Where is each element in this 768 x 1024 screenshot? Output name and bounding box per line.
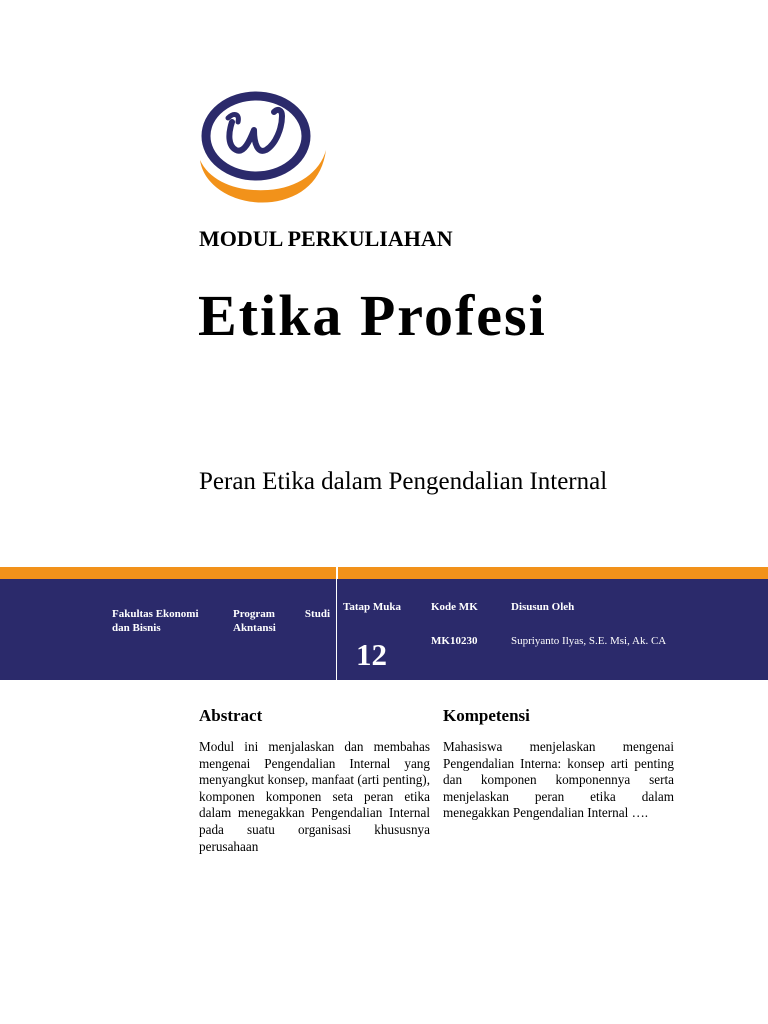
faculty-label: [112, 607, 199, 635]
kompetensi-heading: Kompetensi: [443, 706, 530, 725]
info-banner: [0, 579, 768, 680]
faculty-line-1: Fakultas Ekonomi: [112, 608, 199, 620]
kode-mk-label: Kode MK: [431, 601, 478, 613]
author-value: Supriyanto Ilyas, S.E. Msi, Ak. CA: [511, 635, 667, 647]
kode-mk-value: MK10230: [431, 635, 478, 647]
banner-stripe-split: [336, 567, 338, 579]
abstract-heading: Abstract: [199, 706, 263, 725]
program-word-2: Studi: [304, 608, 330, 620]
program-line-2: Akntansi: [233, 622, 276, 634]
module-subtitle: Peran Etika dalam Pengendalian Internal: [199, 468, 608, 495]
university-logo: [198, 88, 328, 206]
tatap-muka-value: 12: [356, 637, 387, 672]
banner-divider: [336, 579, 337, 680]
disusun-oleh-label: Disusun Oleh: [511, 601, 575, 613]
program-label: [233, 607, 330, 635]
tatap-muka-label: Tatap Muka: [343, 601, 401, 613]
banner-top-stripe: [0, 567, 768, 579]
w-monogram-logo-icon: [198, 88, 328, 206]
kompetensi-body: Mahasiswa menjelaskan mengenai Pengendalian Interna: konsep arti penting dan komponen komponennya serta menjelaskan peran etika dalam menegakkan Pengendalian Internal ….: [443, 739, 674, 821]
program-word-1: Program: [233, 608, 275, 620]
faculty-line-2: dan Bisnis: [112, 622, 161, 634]
module-label: MODUL PERKULIAHAN: [199, 226, 453, 251]
abstract-body: Modul ini menjalaskan dan membahas mengenai Pengendalian Internal yang menyangkut konsep, manfaat (arti penting), komponen komponen seta peran etika dalam menegakkan Pengendalian Internal pada suatu organisasi khususnya perusahaan: [199, 739, 430, 854]
course-title: Etika Profesi: [198, 283, 547, 348]
